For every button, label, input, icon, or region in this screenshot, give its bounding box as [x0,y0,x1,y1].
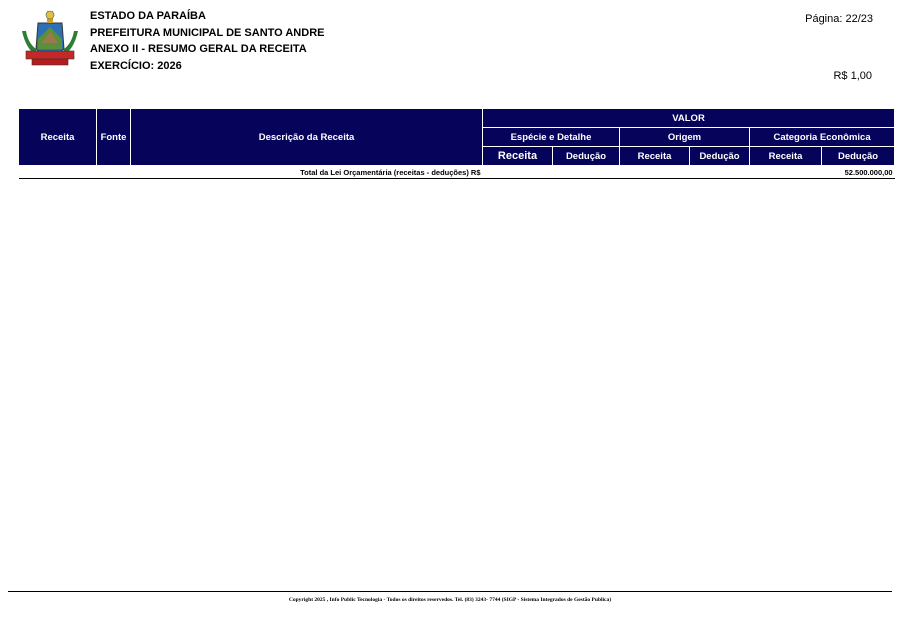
col-fonte: Fonte [97,109,131,166]
sub-receita-categoria: Receita [750,147,822,166]
sub-receita-origem: Receita [620,147,690,166]
sub-deducao-especie: Dedução [553,147,620,166]
fiscal-year: EXERCÍCIO: 2026 [90,59,182,72]
footer-divider [8,591,892,592]
col-valor: VALOR [483,109,895,128]
sub-receita-especie: Receita [483,147,553,166]
sub-deducao-origem: Dedução [690,147,750,166]
total-row [19,166,895,179]
municipality-name: PREFEITURA MUNICIPAL DE SANTO ANDRE [90,26,325,39]
total-label: Total da Lei Orçamentária (receitas - deduções) R$ [19,166,483,179]
report-header [90,8,324,74]
state-name: ESTADO DA PARAÍBA [90,10,206,22]
total-value: 52.500.000,00 [483,166,895,179]
report-title: ANEXO II - RESUMO GERAL DA RECEITA [90,43,307,55]
page-number: Página: 22/23 [805,13,873,25]
revenue-summary-table [18,108,895,179]
group-especie: Espécie e Detalhe [483,128,620,147]
municipal-crest-icon [18,9,82,73]
group-categoria: Categoria Econômica [750,128,895,147]
copyright-notice: Copyright 2025 , Info Public Tecnologia - Todos os direitos reservedos. Tel. (83) 3243- 7744 (SIGP - Sistema Integrados de Gestão Publica) [288,597,612,603]
sub-deducao-categoria: Dedução [822,147,895,166]
col-descricao: Descrição da Receita [131,109,483,166]
col-receita: Receita [19,109,97,166]
group-origem: Origem [620,128,750,147]
currency-unit: R$ 1,00 [833,70,872,82]
